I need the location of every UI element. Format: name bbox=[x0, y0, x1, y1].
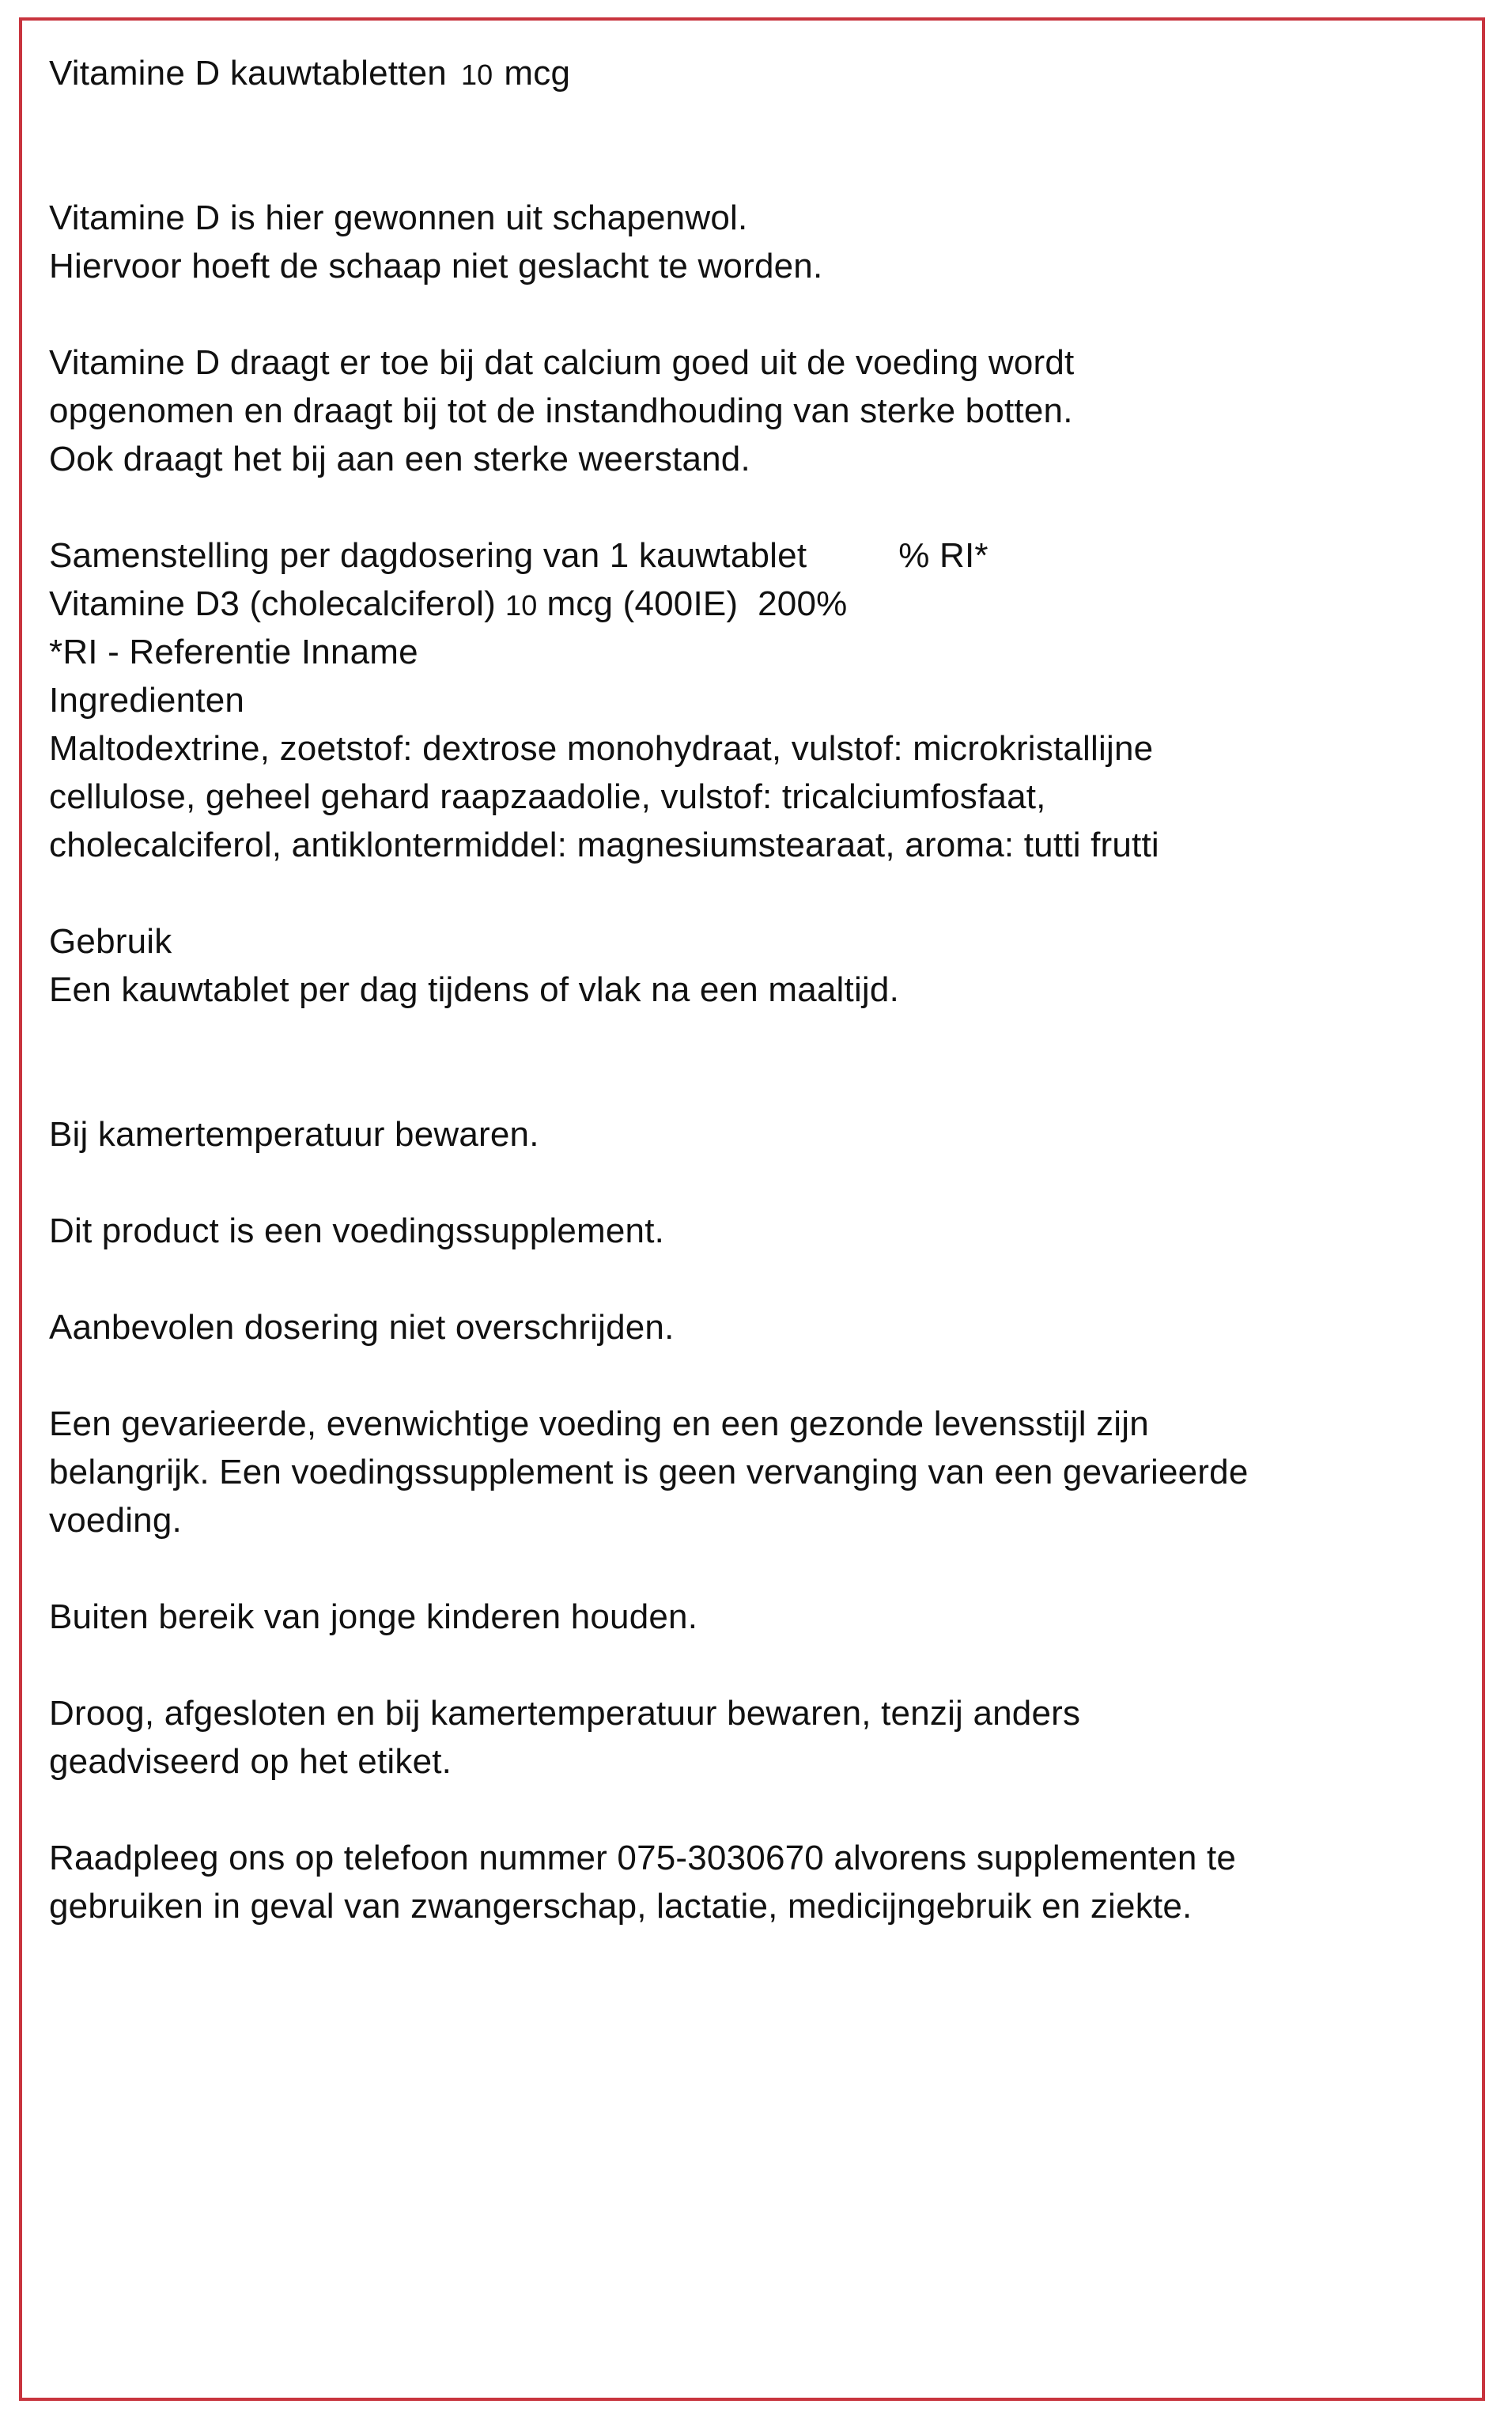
storage-full-line: Droog, afgesloten en bij kamertemperatuur bewaren, tenzij anders bbox=[49, 1694, 1081, 1733]
ri-column-header: % RI* bbox=[898, 536, 988, 575]
spacer bbox=[49, 869, 1472, 917]
spacer bbox=[49, 1255, 1472, 1303]
benefits-line: opgenomen en draagt bij tot de instandhouding van sterke botten. bbox=[49, 391, 1073, 430]
ingredients-line: cholecalciferol, antiklontermiddel: magnesiumstearaat, aroma: tutti frutti bbox=[49, 826, 1159, 864]
storage-full-line: geadviseerd op het etiket. bbox=[49, 1742, 452, 1781]
diet-note-line: Een gevarieerde, evenwichtige voeding en een gezonde levensstijl zijn bbox=[49, 1404, 1149, 1443]
spacer bbox=[49, 1641, 1472, 1689]
benefits-paragraph bbox=[49, 338, 1472, 483]
usage-text: Een kauwtablet per dag tijdens of vlak na een maaltijd. bbox=[49, 970, 899, 1009]
intro-line: Vitamine D is hier gewonnen uit schapenwol. bbox=[49, 198, 748, 237]
vitamin-d3-row bbox=[49, 580, 1472, 628]
spacer bbox=[49, 1351, 1472, 1400]
diet-note-line: belangrijk. Een voedingssupplement is geen vervanging van een gevarieerde bbox=[49, 1453, 1249, 1491]
dosage-warning: Aanbevolen dosering niet overschrijden. bbox=[49, 1308, 675, 1347]
product-title-amount: 10 bbox=[460, 59, 493, 91]
diet-note-paragraph bbox=[49, 1400, 1472, 1544]
product-label-text bbox=[49, 49, 1472, 1930]
benefits-line: Ook draagt het bij aan een sterke weerstand. bbox=[49, 440, 750, 478]
intro-paragraph bbox=[49, 194, 1472, 290]
usage-title: Gebruik bbox=[49, 922, 172, 961]
storage-full-paragraph bbox=[49, 1689, 1472, 1786]
benefits-line: Vitamine D draagt er toe bij dat calcium goed uit de voeding wordt bbox=[49, 343, 1075, 382]
usage-section bbox=[49, 917, 1472, 1014]
ri-footnote: *RI - Referentie Inname bbox=[49, 633, 418, 671]
children-warning: Buiten bereik van jonge kinderen houden. bbox=[49, 1597, 698, 1636]
diet-note-line: voeding. bbox=[49, 1501, 182, 1540]
vitamin-d3-unit: mcg (400IE) 200% bbox=[546, 584, 848, 623]
spacer bbox=[49, 1014, 1472, 1110]
vitamin-d3-amount: 10 bbox=[505, 589, 538, 622]
spacer bbox=[49, 1786, 1472, 1834]
spacer bbox=[49, 483, 1472, 531]
product-title-unit: mcg bbox=[504, 54, 571, 93]
ingredients-line: cellulose, geheel gehard raapzaadolie, vulstof: tricalciumfosfaat, bbox=[49, 777, 1046, 816]
ingredients-line: Maltodextrine, zoetstof: dextrose monohydraat, vulstof: microkristallijne bbox=[49, 729, 1154, 768]
consult-line: Raadpleeg ons op telefoon nummer 075-3030670 alvorens supplementen te bbox=[49, 1839, 1237, 1877]
consult-line: gebruiken in geval van zwangerschap, lactatie, medicijngebruik en ziekte. bbox=[49, 1887, 1193, 1926]
ingredients-title: Ingredienten bbox=[49, 681, 245, 720]
product-title bbox=[49, 49, 1472, 97]
consult-paragraph bbox=[49, 1834, 1472, 1930]
spacer bbox=[49, 97, 1472, 194]
product-title-name: Vitamine D kauwtabletten bbox=[49, 54, 447, 93]
composition-header: Samenstelling per dagdosering van 1 kauwtablet bbox=[49, 536, 807, 575]
spacer bbox=[49, 290, 1472, 338]
composition-section bbox=[49, 531, 1472, 869]
vitamin-d3-label: Vitamine D3 (cholecalciferol) bbox=[49, 584, 496, 623]
composition-header-row bbox=[49, 531, 1472, 580]
spacer bbox=[49, 1544, 1472, 1593]
spacer bbox=[49, 1159, 1472, 1207]
storage-note: Bij kamertemperatuur bewaren. bbox=[49, 1115, 539, 1154]
intro-line: Hiervoor hoeft de schaap niet geslacht te worden. bbox=[49, 247, 823, 285]
supplement-note: Dit product is een voedingssupplement. bbox=[49, 1212, 665, 1250]
